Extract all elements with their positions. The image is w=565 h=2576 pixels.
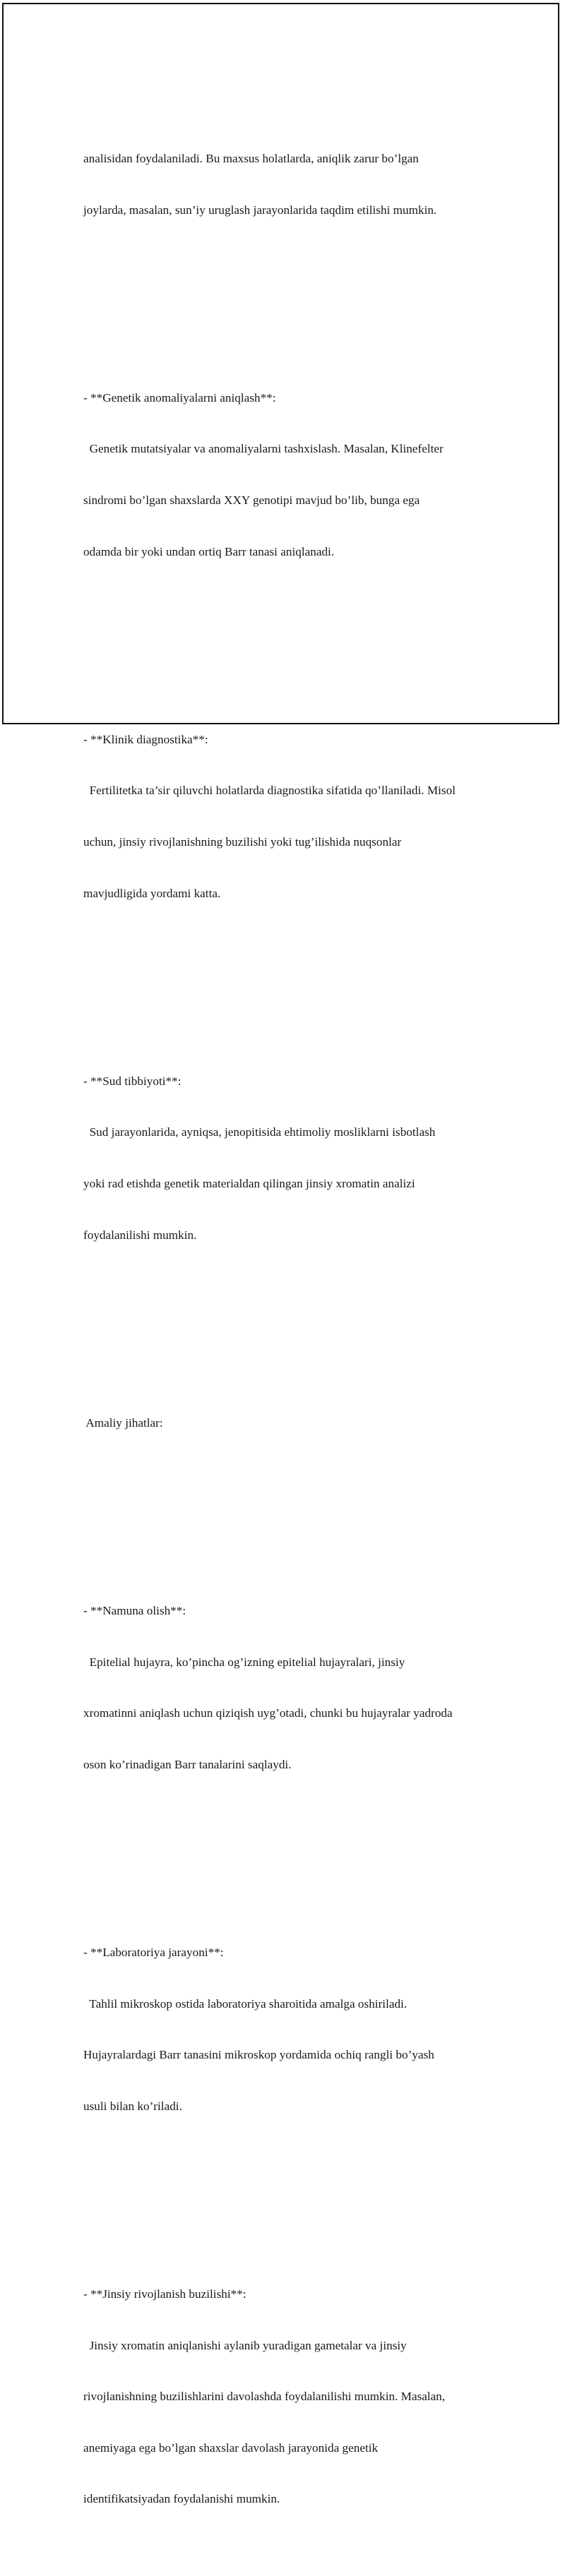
list-item-heading: - **Genetik anomaliyalarni aniqlash**: [83, 390, 276, 405]
text-line: joylarda, masalan, sun’iy uruglash jarayonlarida taqdim etilishi mumkin. [83, 203, 437, 217]
text-line: yoki rad etishda genetik materialdan qilingan jinsiy xromatin analizi [83, 1176, 415, 1190]
list-item-heading: - **Jinsiy rivojlanish buzilishi**: [83, 2287, 246, 2301]
paragraph-gap [83, 1312, 507, 1329]
text-line: uchun, jinsiy rivojlanishning buzilishi yoki tug’ilishida nuqsonlar [83, 834, 402, 849]
text-line: analisidan foydalaniladi. Bu maxsus holatlarda, aniqlik zarur bo’lgan [83, 152, 419, 166]
text-line: Fertilitetka ta’sir qiluvchi holatlarda diagnostika sifatida qo’llaniladi. Misol [83, 784, 456, 798]
text-line: Epitelial hujayra, ko’pincha og’izning epitelial hujayralari, jinsiy [83, 1655, 405, 1669]
paragraph-gap [83, 1842, 507, 1859]
text-line: Genetik mutatsiyalar va anomaliyalarni tashxislash. Masalan, Klinefelter [83, 442, 444, 456]
text-line: xromatinni aniqlash uchun qiziqish uyg’otadi, chunki bu hujayralar yadroda [83, 1706, 453, 1720]
paragraph [83, 1569, 507, 1808]
section-title: Amaliy jihatlar: [83, 1415, 163, 1430]
text-line: rivojlanishning buzilishlarini davolashda foydalanilishi mumkin. Masalan, [83, 2390, 446, 2404]
paragraph [83, 1038, 507, 1278]
text-line: Tahlil mikroskop ostida laboratoriya sharoitida amalga oshiriladi. [83, 1996, 408, 2011]
paragraph [83, 697, 507, 936]
document-body [83, 65, 507, 2576]
text-line: mavjudligida yordami katta. [83, 886, 221, 900]
paragraph-gap [83, 287, 507, 304]
paragraph [83, 1910, 507, 2150]
text-line: oson ko’rinadigan Barr tanalarini saqlaydi. [83, 1757, 292, 1771]
text-line: Jinsiy xromatin aniqlanishi aylanib yuradigan gametalar va jinsiy [83, 2338, 407, 2352]
list-item-heading: - **Sud tibbiyoti**: [83, 1074, 182, 1088]
text-line: usuli bilan ko’riladi. [83, 2099, 182, 2113]
section-heading [83, 1380, 507, 1466]
paragraph-gap [83, 1500, 507, 1517]
text-line: Hujayralardagi Barr tanasini mikroskop yordamida ochiq rangli bo’yash [83, 2048, 434, 2062]
text-line: sindromi bo’lgan shaxslarda XXY genotipi mavjud bo’lib, bunga ega [83, 493, 420, 507]
text-line: Sud jarayonlarida, ayniqsa, jenopitisida ehtimoliy mosliklarni isbotlash [83, 1125, 436, 1139]
text-line: anemiyaga ega bo’lgan shaxslar davolash jarayonida genetik [83, 2440, 379, 2455]
paragraph-gap [83, 971, 507, 988]
list-item-heading: - **Namuna olish**: [83, 1603, 186, 1617]
paragraph-gap [83, 629, 507, 646]
list-item-heading: - **Klinik diagnostika**: [83, 732, 208, 746]
paragraph [83, 116, 507, 253]
text-line: identifikatsiyadan foydalanishi mumkin. [83, 2492, 280, 2506]
paragraph [83, 355, 507, 594]
paragraph [83, 2252, 507, 2542]
text-line: odamda bir yoki undan ortiq Barr tanasi aniqlanadi. [83, 544, 335, 558]
list-item-heading: - **Laboratoriya jarayoni**: [83, 1945, 224, 1959]
paragraph-gap [83, 2183, 507, 2200]
text-line: foydalanilishi mumkin. [83, 1228, 197, 1242]
